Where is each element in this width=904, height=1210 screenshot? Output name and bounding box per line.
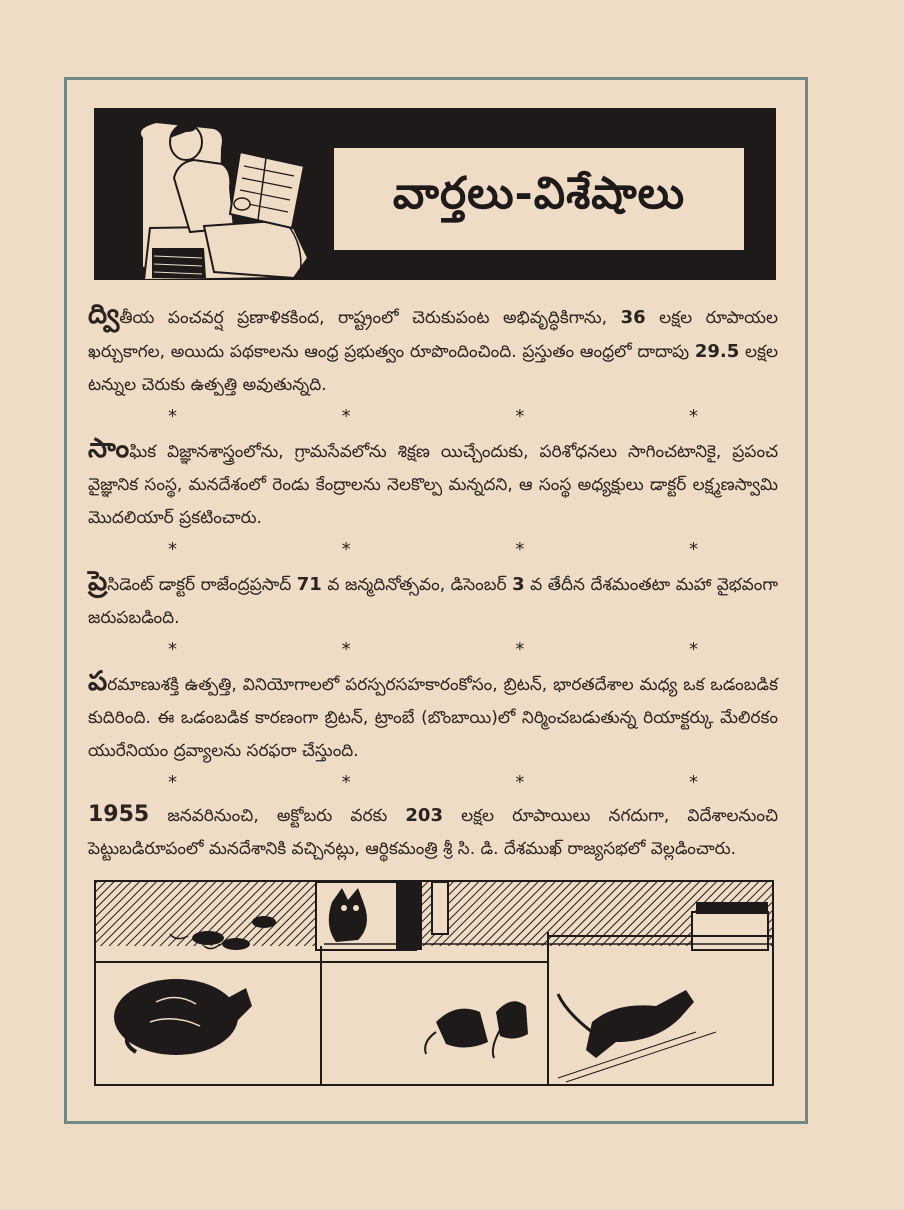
news-number: 3 (512, 574, 525, 595)
news-number: 29.5 (694, 341, 740, 362)
news-text: సిడెంట్ డాక్టర్ రాజేంద్రప్రసాద్ (107, 575, 297, 595)
man-reading-newspaper-illustration (94, 108, 334, 280)
drop-cap: ప (88, 666, 108, 697)
news-item (88, 298, 778, 402)
news-text: జనవరినుంచి, అక్టోబరు వరకు (149, 806, 406, 826)
news-text: లక్షల రూపాయిలు నగదుగా, విదేశాలనుంచి పెట్టుబడిరూపంలో మనదేశానికి వచ్చినట్లు, ఆర్థికమంత్రి శ్రీ సి. డి. దేశముఖ్ రాజ్యసభలో వెల్లడించారు. (88, 806, 778, 859)
separator-star: * (515, 406, 525, 427)
drop-cap: ప్రె (88, 566, 108, 597)
header-banner (94, 108, 776, 280)
drop-cap: ద్వి (88, 299, 120, 330)
news-text: వ తేదీన దేశమంతటా మహా వైభవంగా జరుపబడింది. (88, 575, 778, 628)
separator-star: * (515, 639, 525, 660)
title-box (332, 146, 746, 252)
separator-star: * (341, 406, 351, 427)
separator-star: * (168, 406, 177, 427)
news-text: లక్షల టన్నుల చెరుకు ఉత్పత్తి అవుతున్నది. (88, 342, 778, 395)
separator-row (88, 402, 778, 432)
separator-star: * (341, 639, 351, 660)
news-number: 71 (296, 574, 322, 595)
news-number: 203 (405, 805, 443, 826)
separator-star: * (168, 772, 177, 793)
separator-star: * (341, 539, 351, 560)
separator-star: * (515, 539, 525, 560)
news-text: వ జన్మదినోత్సవం, డిసెంబర్ (321, 575, 513, 595)
news-item (88, 565, 778, 635)
separator-row (88, 535, 778, 565)
comic-illustration (96, 882, 772, 1084)
news-year: 1955 (88, 802, 150, 827)
separator-row (88, 768, 778, 798)
news-body (88, 298, 778, 866)
news-number: 36 (620, 307, 646, 328)
news-text: రమాణుశక్తి ఉత్పత్తి, వినియోగాలలో పరస్పరసహకారంకోసం, బ్రిటన్, భారతదేశాల మధ్య ఒక ఒడంబడిక కుదిరింది. ఈ ఒడంబడిక కారణంగా బ్రిటన్, ట్రాంబే (బొంబాయి)లో నిర్మించబడుతున్న రియాక్టర్కు మేలిరకం యురేనియం ద్రవ్యాలను సరఫరా చేస్తుంది. (88, 675, 778, 761)
news-item (88, 665, 778, 768)
news-item (88, 798, 778, 866)
page-title: వార్తలు-విశేషాలు (392, 168, 686, 219)
separator-star: * (688, 539, 698, 560)
cat-mouse-comic-strip (94, 880, 774, 1086)
separator-row (88, 635, 778, 665)
news-text: ఘిక విజ్ఞానశాస్త్రంలోను, గ్రామసేవలోను శిక్షణ యిచ్చేందుకు, పరిశోధనలు సాగించటానికై, ప్రపంచ వైజ్ఞానిక సంస్థ, మనదేశంలో రెండు కేంద్రాలను నెలకొల్ప మన్నదని, ఆ సంస్థ అధ్యక్షులు డాక్టర్ లక్ష్మణస్వామి మొదలియార్ ప్రకటించారు. (88, 442, 778, 528)
news-text: లక్షల రూపాయల ఖర్చుకాగల, అయిదు పథకాలను ఆంధ్ర ప్రభుత్వం రూపొందించింది. ప్రస్తుతం ఆంధ్రలో దాదాపు (88, 308, 778, 362)
separator-star: * (515, 772, 525, 793)
drop-cap: సాం (88, 433, 130, 464)
separator-star: * (168, 539, 177, 560)
separator-star: * (688, 772, 698, 793)
news-text: తీయ పంచవర్ష ప్రణాళికకింద, రాష్ట్రంలో చెరుకుపంట అభివృద్ధికిగాను, (119, 308, 621, 328)
news-item (88, 432, 778, 535)
separator-star: * (168, 639, 177, 660)
separator-star: * (688, 639, 698, 660)
separator-star: * (341, 772, 351, 793)
separator-star: * (688, 406, 698, 427)
